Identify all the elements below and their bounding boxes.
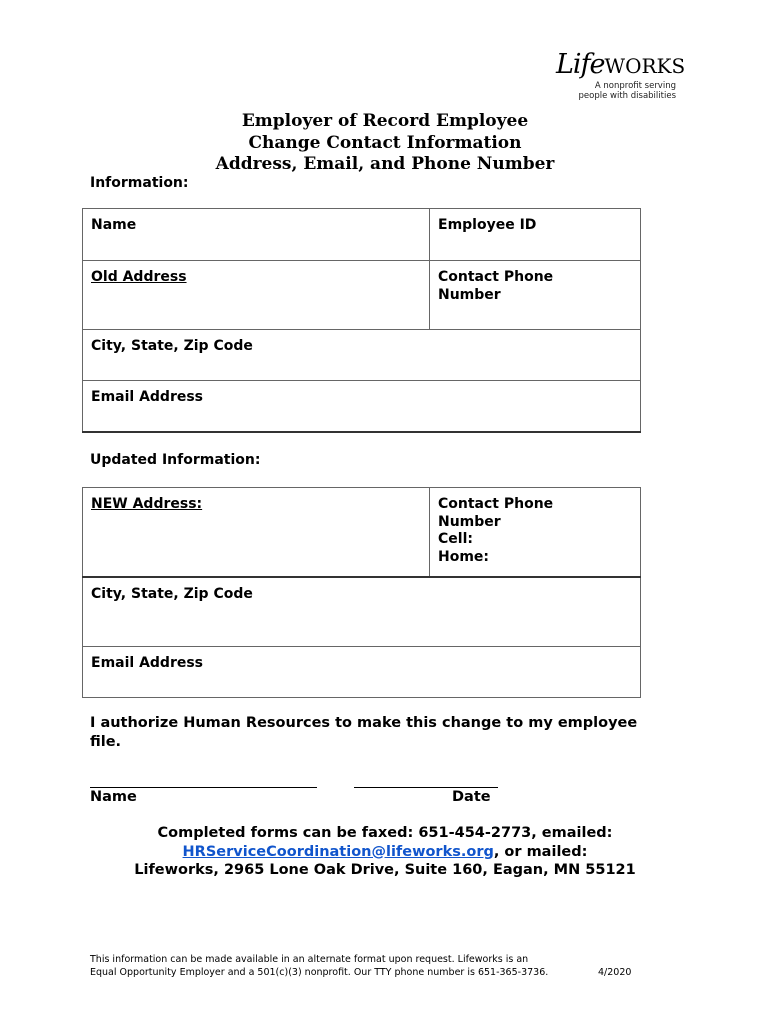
name-field[interactable] bbox=[83, 209, 430, 261]
updated-information-table bbox=[82, 487, 641, 698]
information-table bbox=[82, 208, 641, 433]
date-signature-line[interactable] bbox=[354, 787, 498, 788]
title-line-1: Employer of Record Employee bbox=[241, 111, 529, 131]
footer-line-2: Equal Opportunity Employer and a 501(c)(3) nonprofit. Our TTY phone number is 651-365-3736. bbox=[90, 967, 549, 978]
hr-email-link[interactable]: HRServiceCoordination@lifeworks.org bbox=[182, 843, 494, 860]
employee-id-field[interactable] bbox=[430, 209, 641, 261]
contact-line-1: Completed forms can be faxed: 651-454-2773, emailed: bbox=[157, 825, 613, 841]
contact-line-3: Lifeworks, 2965 Lone Oak Drive, Suite 160, Eagan, MN 55121 bbox=[134, 862, 636, 878]
signature-name-label: Name bbox=[90, 789, 137, 805]
new-email-field[interactable] bbox=[83, 647, 641, 698]
name-label: Name bbox=[91, 217, 137, 233]
form-title bbox=[0, 111, 770, 176]
footer-line-1: This information can be made available in an alternate format upon request. Lifeworks is an bbox=[90, 954, 529, 965]
lifeworks-logo bbox=[556, 49, 686, 101]
authorization-line-2: file. bbox=[90, 734, 122, 750]
contact-phone-number-label: Number bbox=[438, 286, 501, 303]
footer-notice bbox=[90, 953, 548, 979]
title-line-2: Change Contact Information bbox=[248, 132, 522, 153]
new-address-label: NEW Address: bbox=[91, 496, 203, 512]
new-contact-phone-number-label: Number bbox=[438, 513, 501, 530]
contact-phone-label: Contact Phone bbox=[438, 269, 554, 285]
new-email-address-label: Email Address bbox=[91, 655, 204, 671]
authorization-line-1: I authorize Human Resources to make this change to my employee bbox=[90, 715, 638, 731]
contact-line-2 bbox=[0, 843, 770, 862]
new-city-state-zip-field[interactable] bbox=[83, 577, 641, 647]
authorization-statement bbox=[90, 714, 690, 752]
signature-date-label: Date bbox=[452, 789, 491, 805]
old-contact-phone-field[interactable] bbox=[430, 261, 641, 330]
logo-prefix: Life bbox=[556, 49, 605, 80]
home-label: Home: bbox=[438, 548, 490, 565]
old-address-field[interactable] bbox=[83, 261, 430, 330]
contact-line-2-suffix: , or mailed: bbox=[493, 843, 588, 860]
email-address-label: Email Address bbox=[91, 389, 204, 405]
logo-tagline-1: A nonprofit serving bbox=[594, 81, 676, 91]
old-address-label: Old Address bbox=[91, 269, 187, 285]
old-city-state-zip-field[interactable] bbox=[83, 330, 641, 381]
submission-instructions bbox=[0, 824, 770, 880]
information-label: Information: bbox=[90, 175, 189, 191]
cell-label: Cell: bbox=[438, 531, 473, 547]
updated-information-label: Updated Information: bbox=[90, 452, 261, 468]
logo-wordmark bbox=[556, 49, 686, 81]
city-state-zip-label: City, State, Zip Code bbox=[91, 338, 253, 354]
name-signature-line[interactable] bbox=[90, 787, 317, 788]
new-address-field[interactable] bbox=[83, 488, 430, 577]
logo-suffix: WORKS bbox=[604, 54, 686, 78]
old-email-field[interactable] bbox=[83, 381, 641, 432]
footer-revision-date: 4/2020 bbox=[598, 967, 632, 978]
logo-tagline-2: people with disabilities bbox=[578, 91, 676, 101]
new-contact-phone-field[interactable] bbox=[430, 488, 641, 577]
employee-id-label: Employee ID bbox=[438, 217, 537, 233]
new-contact-phone-label: Contact Phone bbox=[438, 496, 554, 512]
new-city-state-zip-label: City, State, Zip Code bbox=[91, 585, 253, 602]
title-line-3: Address, Email, and Phone Number bbox=[215, 154, 555, 174]
